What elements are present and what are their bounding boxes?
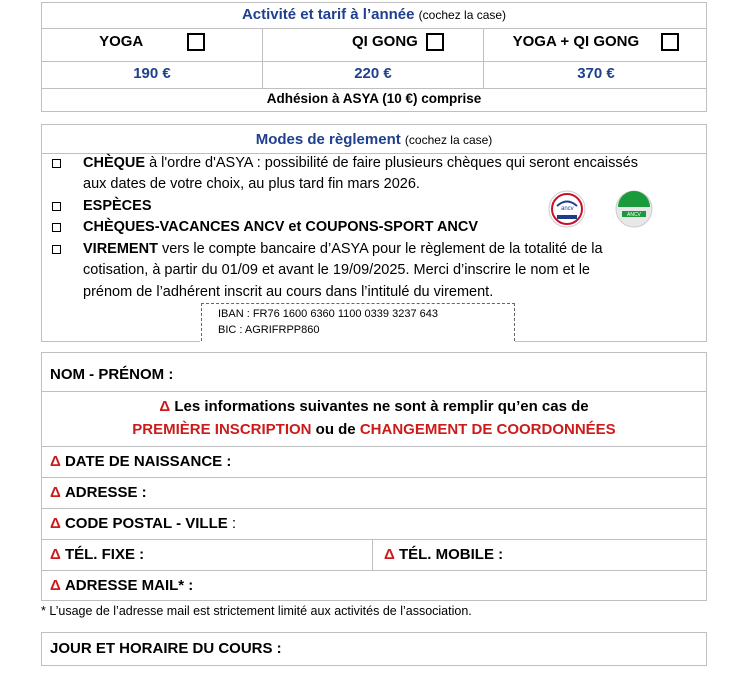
checkbox-yoga-qigong[interactable] bbox=[661, 33, 679, 51]
payment-hint: (cochez la case) bbox=[404, 133, 493, 147]
ancv-sport-logo bbox=[614, 189, 654, 229]
especes-option[interactable] bbox=[52, 196, 152, 217]
jour-horaire-field[interactable]: JOUR ET HORAIRE DU COURS : bbox=[50, 640, 282, 657]
tel-mobile-label: TÉL. MOBILE : bbox=[398, 546, 504, 563]
cheque-text-2: aux dates de votre choix, au plus tard fin mars 2026. bbox=[83, 176, 420, 192]
price-yoga-qigong: 370 € bbox=[577, 65, 615, 82]
ancv-sport-logo-text: ANCV bbox=[627, 212, 641, 218]
delta-icon: Δ bbox=[50, 546, 61, 563]
adresse-label: ADRESSE : bbox=[64, 484, 147, 501]
delta-icon: Δ bbox=[384, 546, 395, 563]
delta-icon: Δ bbox=[50, 484, 61, 501]
ancv-label: CHÈQUES-VACANCES ANCV et COUPONS-SPORT ANCV bbox=[83, 219, 479, 235]
delta-icon: Δ bbox=[50, 453, 61, 470]
code-postal-colon: : bbox=[227, 515, 237, 532]
activity-hint: (cochez la case) bbox=[418, 8, 507, 22]
payment-header bbox=[42, 131, 706, 148]
warning-line-1 bbox=[42, 398, 706, 415]
checkbox-ancv[interactable] bbox=[52, 223, 61, 232]
tel-mobile-field[interactable] bbox=[384, 546, 503, 563]
date-naissance-field[interactable] bbox=[50, 453, 231, 470]
bic-text: BIC : AGRIFRPP860 bbox=[218, 324, 320, 336]
cheque-option[interactable] bbox=[52, 153, 638, 174]
warning-first-registration: PREMIÈRE INSCRIPTION bbox=[132, 421, 312, 438]
option-yoga-qigong bbox=[484, 33, 708, 51]
checkbox-cheque[interactable] bbox=[52, 159, 61, 168]
virement-text-3: prénom de l’adhérent inscrit au cours dans l’intitulé du virement. bbox=[83, 284, 494, 300]
adresse-mail-field[interactable] bbox=[50, 577, 193, 594]
price-qigong: 220 € bbox=[354, 65, 392, 82]
warning-line-2 bbox=[42, 421, 706, 438]
warning-or: ou de bbox=[311, 421, 360, 438]
checkbox-especes[interactable] bbox=[52, 202, 61, 211]
nom-prenom-field[interactable]: NOM - PRÉNOM : bbox=[50, 366, 174, 383]
code-postal-label: CODE POSTAL - VILLE bbox=[64, 515, 228, 532]
cheque-label: CHÈQUE bbox=[83, 155, 146, 171]
activity-header bbox=[42, 6, 706, 30]
registration-form bbox=[41, 352, 707, 601]
warning-change-details: CHANGEMENT DE COORDONNÉES bbox=[359, 421, 616, 438]
adresse-mail-label: ADRESSE MAIL* : bbox=[64, 577, 194, 594]
virement-text: vers le compte bancaire d’ASYA pour le règlement de la totalité de la bbox=[157, 241, 603, 257]
delta-icon: Δ bbox=[50, 577, 61, 594]
activity-title: Activité et tarif à l’année bbox=[241, 6, 415, 23]
option-yoga-label: YOGA bbox=[99, 33, 143, 50]
delta-icon: Δ bbox=[50, 515, 61, 532]
especes-label: ESPÈCES bbox=[83, 198, 152, 214]
course-schedule-box bbox=[41, 632, 707, 666]
adresse-field[interactable] bbox=[50, 484, 147, 501]
payment-title: Modes de règlement bbox=[255, 131, 401, 148]
option-yoga-qigong-label: YOGA + QI GONG bbox=[512, 33, 640, 50]
checkbox-virement[interactable] bbox=[52, 245, 61, 254]
virement-text-2: cotisation, à partir du 01/09 et avant le 19/09/2025. Merci d’inscrire le nom et le bbox=[83, 262, 590, 278]
checkbox-yoga[interactable] bbox=[187, 33, 205, 51]
warning-text: Les informations suivantes ne sont à remplir qu’en cas de bbox=[174, 398, 589, 415]
ancv-logo bbox=[547, 189, 587, 229]
membership-note: Adhésion à ASYA (10 €) comprise bbox=[266, 91, 482, 106]
option-qigong bbox=[263, 33, 483, 51]
activity-table bbox=[41, 2, 707, 112]
warning-delta-icon: Δ bbox=[159, 398, 171, 415]
iban-box bbox=[201, 303, 515, 341]
option-yoga bbox=[42, 33, 262, 51]
code-postal-ville-field[interactable] bbox=[50, 515, 236, 532]
virement-option[interactable] bbox=[52, 239, 603, 260]
tel-fixe-label: TÉL. FIXE : bbox=[64, 546, 145, 563]
ancv-option[interactable] bbox=[52, 217, 478, 238]
tel-fixe-field[interactable] bbox=[50, 546, 144, 563]
option-qigong-label: QI GONG bbox=[351, 33, 418, 50]
ancv-logo-text: ancv bbox=[561, 206, 574, 212]
iban-text: IBAN : FR76 1600 6360 1100 0339 3237 643 bbox=[218, 308, 438, 320]
cheque-text: à l'ordre d'ASYA : possibilité de faire plusieurs chèques qui seront encaissés bbox=[145, 155, 638, 171]
footnote: * L’usage de l’adresse mail est strictement limité aux activités de l’association. bbox=[41, 604, 472, 618]
checkbox-qigong[interactable] bbox=[426, 33, 444, 51]
virement-label: VIREMENT bbox=[83, 241, 158, 257]
date-naissance-label: DATE DE NAISSANCE : bbox=[64, 453, 232, 470]
price-yoga: 190 € bbox=[133, 65, 171, 82]
